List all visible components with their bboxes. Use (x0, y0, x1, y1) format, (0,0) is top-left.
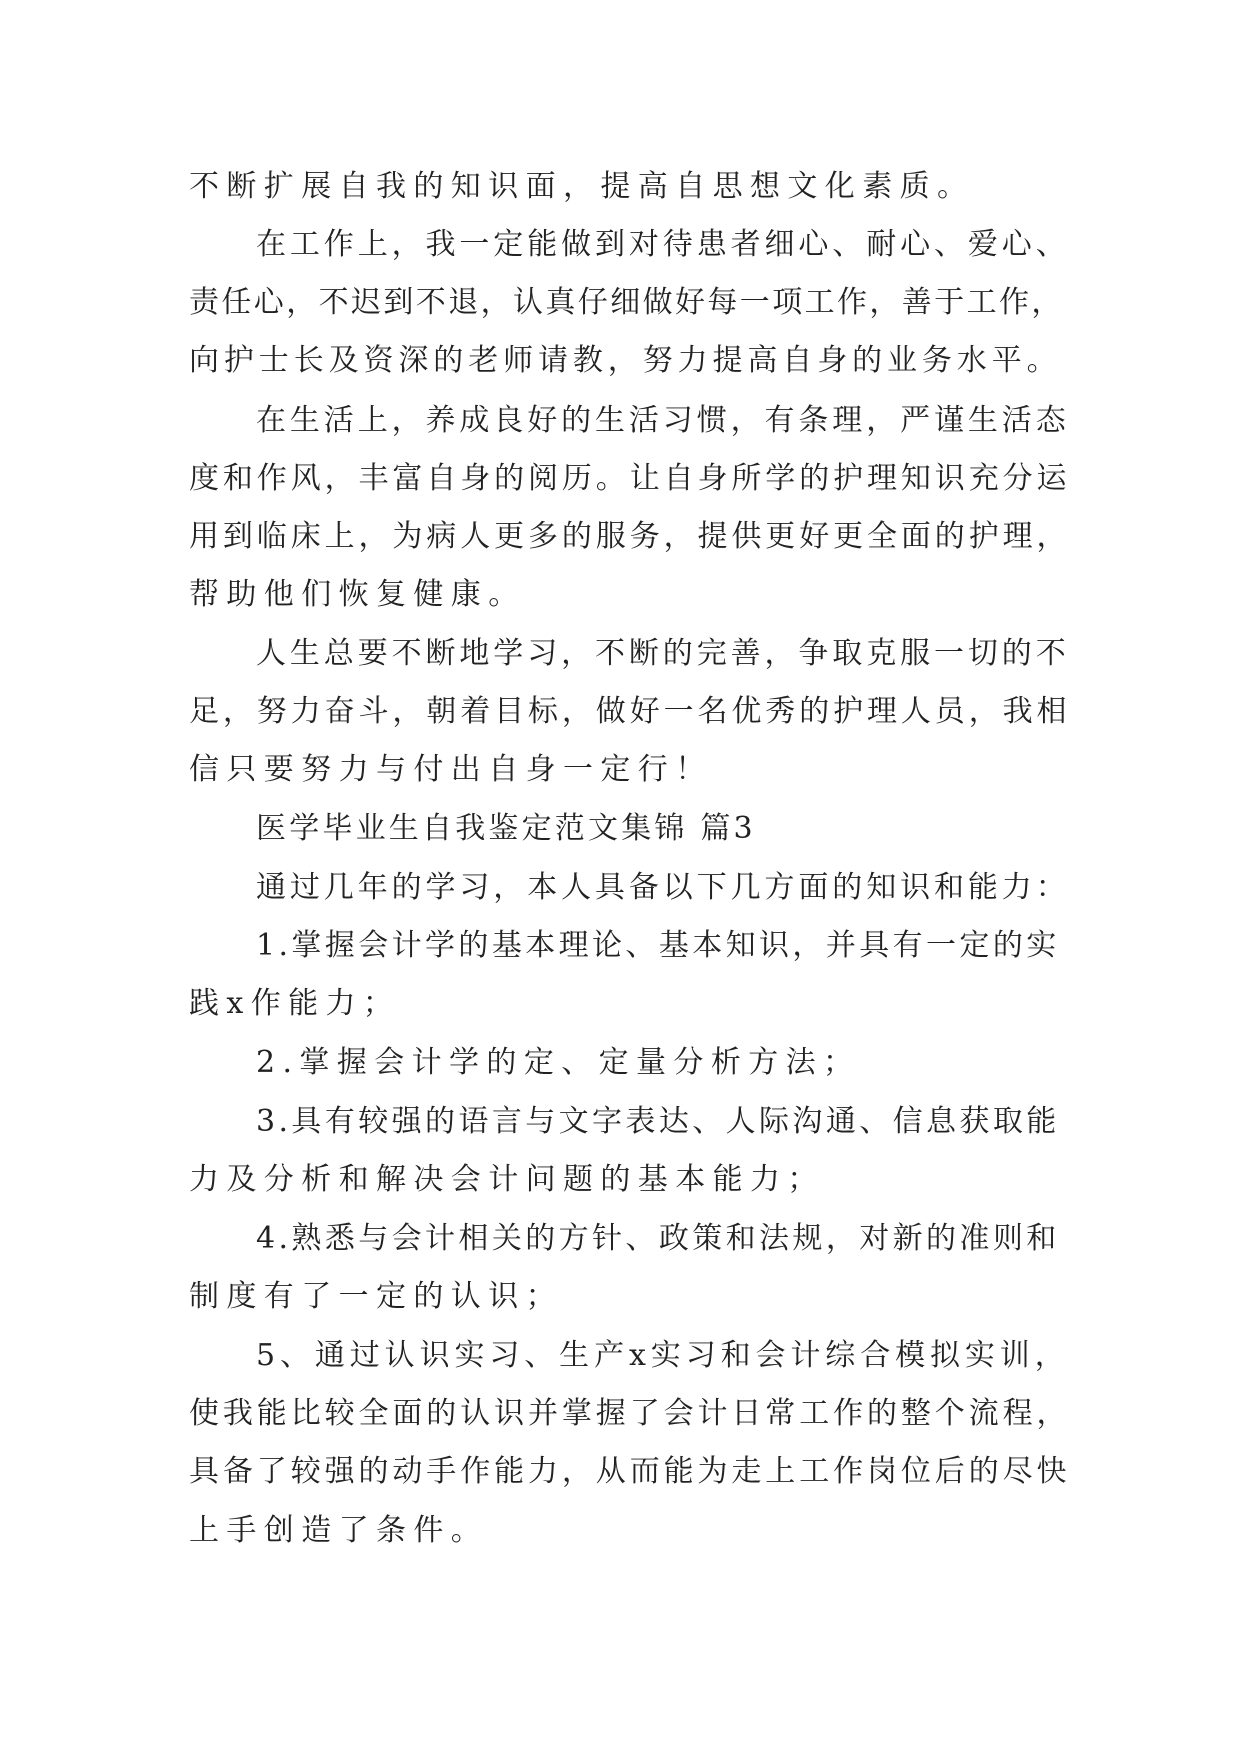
section-heading: 医学毕业生自我鉴定范文集锦 篇3 (256, 811, 756, 846)
paragraph-line: 在生活上，养成良好的生活习惯，有条理，严谨生活态 (256, 403, 1070, 438)
paragraph-line: 度和作风，丰富自身的阅历。让自身所学的护理知识充分运 (189, 461, 1071, 496)
list-item-line: 践x作能力； (189, 986, 401, 1021)
list-item-line: 上手创造了条件。 (189, 1513, 489, 1548)
list-item-line: 4.熟悉与会计相关的方针、政策和法规，对新的准则和 (256, 1221, 1060, 1256)
paragraph-line: 足，努力奋斗，朝着目标，做好一名优秀的护理人员，我相 (189, 694, 1071, 729)
paragraph-line: 帮助他们恢复健康。 (189, 577, 526, 612)
paragraph-line: 不断扩展自我的知识面，提高自思想文化素质。 (189, 169, 975, 204)
list-item-line: 1.掌握会计学的基本理论、基本知识，并具有一定的实 (256, 928, 1060, 963)
paragraph-line: 人生总要不断地学习，不断的完善，争取克服一切的不 (256, 636, 1070, 671)
list-item-line: 力及分析和解决会计问题的基本能力； (189, 1162, 825, 1197)
paragraph-line: 责任心，不迟到不退，认真仔细做好每一项工作，善于工作， (189, 285, 1064, 320)
list-item-line: 具备了较强的动手作能力，从而能为走上工作岗位后的尽快 (189, 1454, 1071, 1489)
list-item-line: 制度有了一定的认识； (189, 1279, 563, 1314)
paragraph-line: 在工作上，我一定能做到对待患者细心、耐心、爱心、 (256, 227, 1070, 262)
paragraph-line: 信只要努力与付出自身一定行！ (189, 752, 713, 787)
list-item-line: 使我能比较全面的认识并掌握了会计日常工作的整个流程， (189, 1396, 1071, 1431)
list-item-line: 5、通过认识实习、生产x实习和会计综合模拟实训， (256, 1338, 1070, 1373)
paragraph-line: 通过几年的学习，本人具备以下几方面的知识和能力： (256, 870, 1070, 905)
list-item-line: 2.掌握会计学的定、定量分析方法； (256, 1045, 861, 1080)
list-item-line: 3.具有较强的语言与文字表达、人际沟通、信息获取能 (256, 1104, 1060, 1139)
paragraph-line: 用到临床上，为病人更多的服务，提供更好更全面的护理， (189, 519, 1071, 554)
paragraph-line: 向护士长及资深的老师请教，努力提高自身的业务水平。 (189, 343, 1062, 378)
